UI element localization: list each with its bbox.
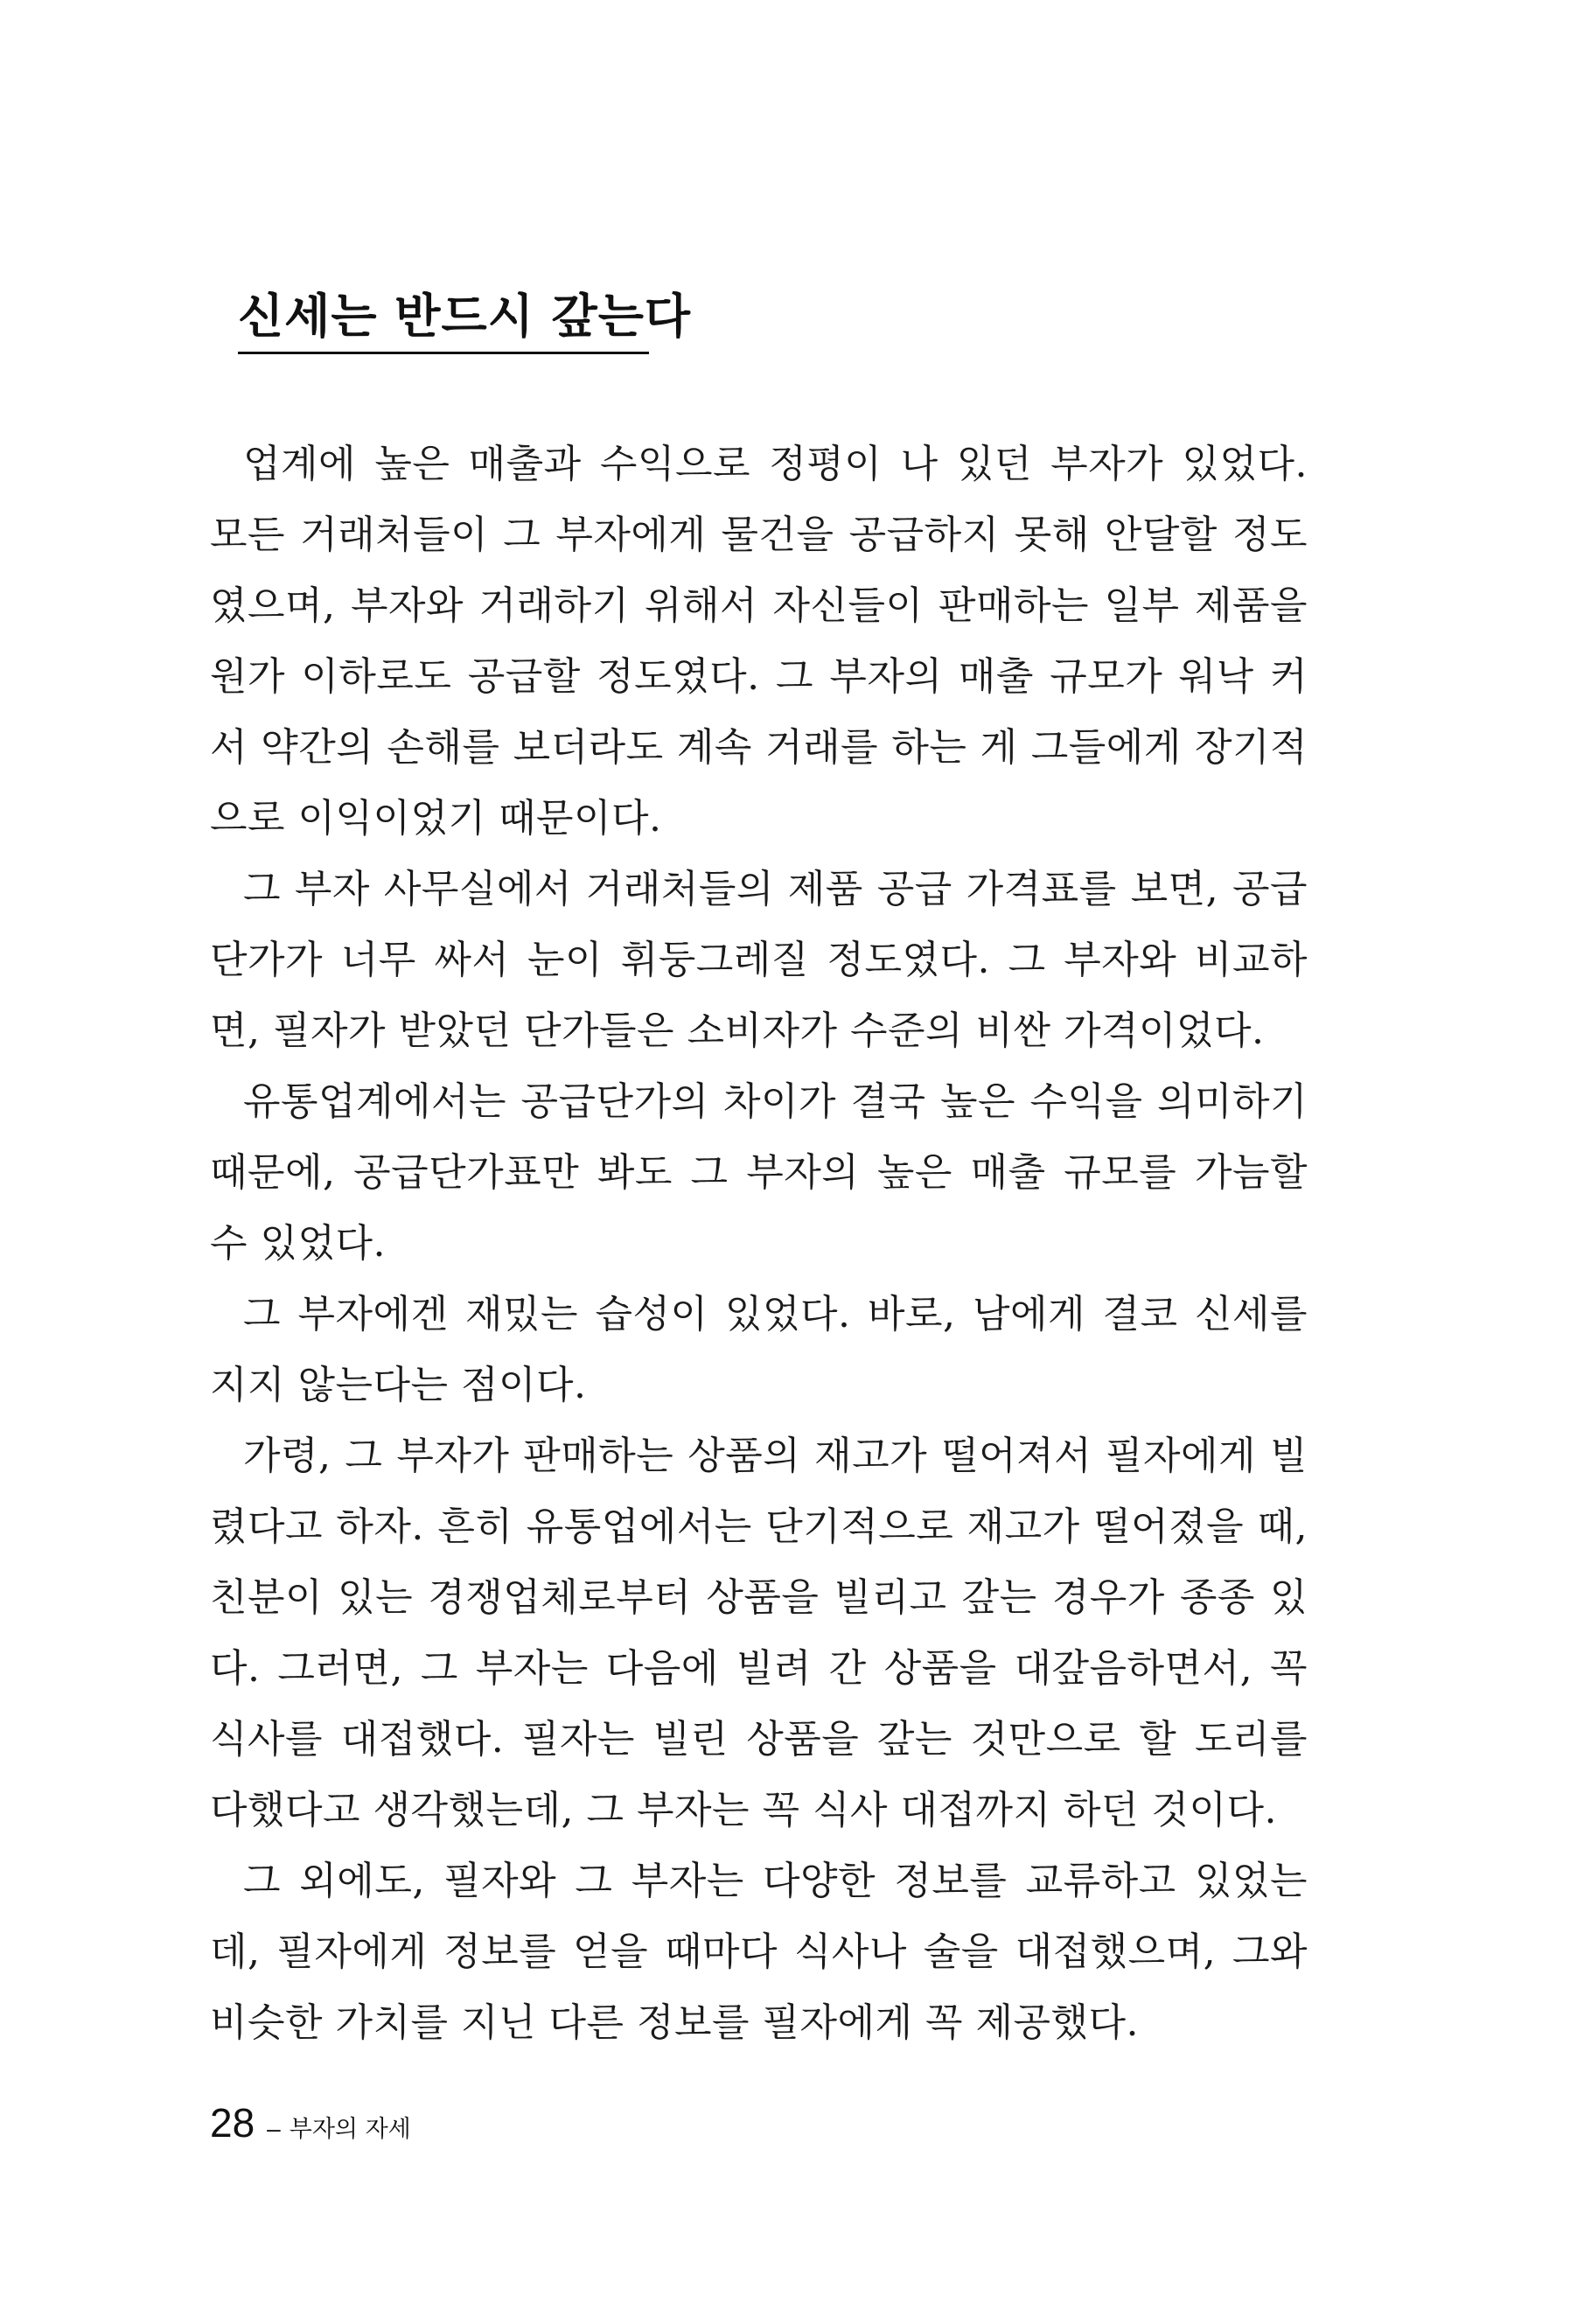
paragraph: 그 부자 사무실에서 거래처들의 제품 공급 가격표를 보면, 공급단가가 너무 싸서 눈이 휘둥그레질 정도였다. 그 부자와 비교하면, 필자가 받았던 단가들은 소비자가 수준의 비싼 가격이었다. <box>210 867 1308 1053</box>
paragraph: 그 외에도, 필자와 그 부자는 다양한 정보를 교류하고 있었는데, 필자에게 정보를 얻을 때마다 식사나 술을 대접했으며, 그와 비슷한 가치를 지닌 다른 정보를 필자에게 꼭 제공했다. <box>210 1859 1308 2045</box>
paragraph: 유통업계에서는 공급단가의 차이가 결국 높은 수익을 의미하기 때문에, 공급단가표만 봐도 그 부자의 높은 매출 규모를 가늠할 수 있었다. <box>210 1079 1308 1266</box>
page-footer <box>210 2099 411 2146</box>
paragraph: 업계에 높은 매출과 수익으로 정평이 나 있던 부자가 있었다. 모든 거래처들이 그 부자에게 물건을 공급하지 못해 안달할 정도였으며, 부자와 거래하기 위해서 자신들이 판매하는 일부 제품을 원가 이하로도 공급할 정도였다. 그 부자의 매출 규모가 워낙 커서 약간의 손해를 보더라도 계속 거래를 하는 게 그들에게 장기적으로 이익이었기 때문이다. <box>210 442 1308 841</box>
title-underline <box>238 352 649 354</box>
section-title: 신세는 반드시 갚는다 <box>238 289 692 344</box>
paragraph: 가령, 그 부자가 판매하는 상품의 재고가 떨어져서 필자에게 빌렸다고 하자. 흔히 유통업에서는 단기적으로 재고가 떨어졌을 때, 친분이 있는 경쟁업체로부터 상품을 빌리고 갚는 경우가 종종 있다. 그러면, 그 부자는 다음에 빌려 간 상품을 대갚음하면서, 꼭 식사를 대접했다. 필자는 빌린 상품을 갚는 것만으로 할 도리를 다했다고 생각했는데, 그 부자는 꼭 식사 대접까지 하던 것이다. <box>210 1434 1308 1832</box>
body-text <box>210 429 1308 2058</box>
book-title: 부자의 자세 <box>289 2116 411 2143</box>
paragraph: 그 부자에겐 재밌는 습성이 있었다. 바로, 남에게 결코 신세를 지지 않는다는 점이다. <box>210 1292 1308 1407</box>
footer-separator: – <box>267 2115 281 2142</box>
page-number: 28 <box>210 2100 255 2146</box>
